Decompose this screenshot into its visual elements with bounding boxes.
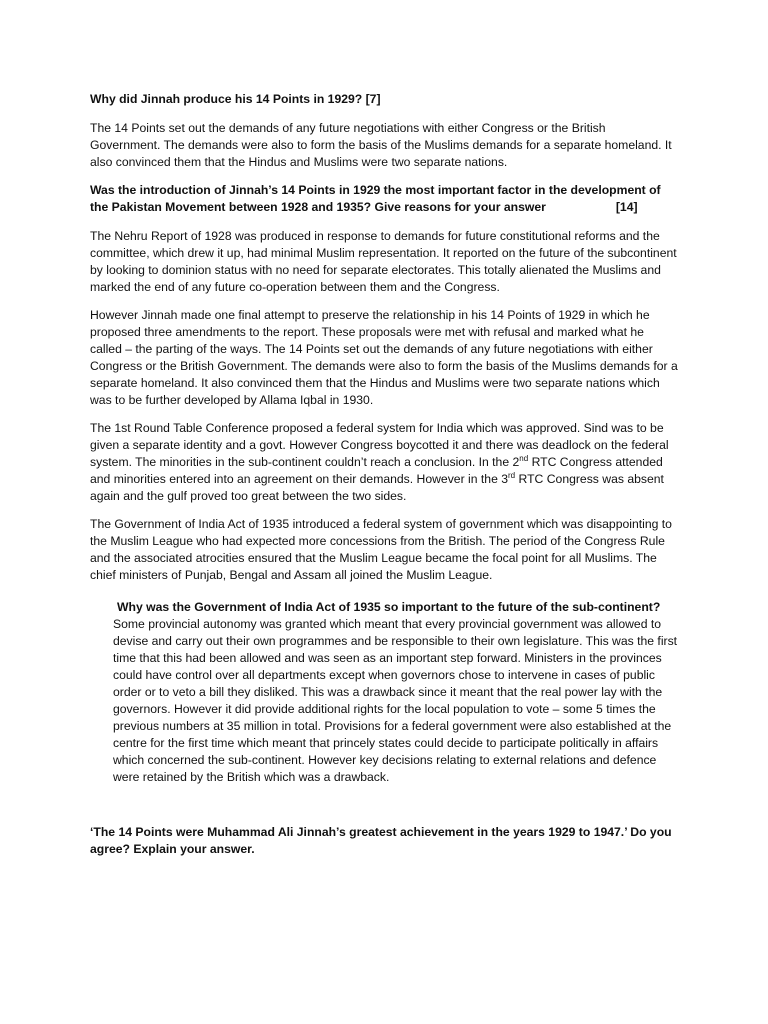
question-1-heading: Why did Jinnah produce his 14 Points in 1929? [7]: [90, 92, 381, 106]
question-1-answer: The 14 Points set out the demands of any future negotiations with either Congress or the British Government. The demands were also to form the basis of the Muslims demands for a separate homeland. It also convinced them that the Hindus and Muslims were two separate nations.: [90, 121, 672, 169]
question-3-heading: Why was the Government of India Act of 1935 so important to the future of the sub-continent?: [117, 600, 661, 614]
fourteen-points-paragraph: However Jinnah made one final attempt to preserve the relationship in his 14 Points of 1929 in which he proposed three amendments to the report. These proposals were met with refusal and marked what he called – the parting of the ways. The 14 Points set out the demands of any future negotiations with either Congress or the British Government. The demands were also to form the basis of the Muslims demands for a separate homeland. It also convinced them that the Hindus and Muslims were two separate nations which was to be further developed by Allama Iqbal in 1930.: [90, 308, 678, 407]
question-3-answer: Some provincial autonomy was granted which meant that every provincial government was allowed to devise and carry out their own programmes and be responsible to their own legislature. This was the first time that this had been allowed and was seen as an important step forward. Ministers in the provinces could have control over all departments except when governors chose to intervene in cases of public order or to veto a bill they disliked. This was a drawback since it meant that the real power lay with the governors. However it did provide additional rights for the local population to vote – some 5 times the previous numbers at 35 million in total. Provisions for a federal government were also established at the centre for the first time which meant that princely states could decide to participate politically in affairs which concerned the sub-continent. However key decisions relating to external relations and defence were retained by the British which was a drawback.: [113, 617, 678, 784]
document-page: [90, 91, 678, 858]
question-4-heading: ‘The 14 Points were Muhammad Ali Jinnah’s greatest achievement in the years 1929 to 1947.’ Do you agree? Explain your answer.: [90, 825, 672, 856]
question-2-text: Was the introduction of Jinnah’s 14 Points in 1929 the most important factor in the development of the Pakistan Movement between 1928 and 1935? Give reasons for your answer: [90, 183, 661, 214]
round-table-paragraph: The 1st Round Table Conference proposed a federal system for India which was approved. Sind was to be given a separate identity and a govt. However Congress boycotted it and there was deadlock on the federal system. The minorities in the sub-continent couldn’t reach a conclusion. In the 2nd RTC Congress attended and minorities entered into an agreement on their demands. However in the 3rd RTC Congress was absent again and the gulf proved too great between the two sides.: [90, 421, 669, 503]
nehru-report-paragraph: The Nehru Report of 1928 was produced in response to demands for future constitutional reforms and the committee, which drew it up, had minimal Muslim representation. It reported on the future of the subcontinent by looking to dominion status with no need for separate electorates. This totally alienated the Muslims and marked the end of any future co-operation between them and the Congress.: [90, 229, 677, 294]
question-2-heading: [90, 182, 678, 216]
question-3-block: [113, 599, 678, 786]
government-act-paragraph: The Government of India Act of 1935 introduced a federal system of government which was disappointing to the Muslim League who had expected more concessions from the British. The period of the Congress Rule and the associated atrocities ensured that the Muslim League became the focal point for all Muslims. The chief ministers of Punjab, Bengal and Assam all joined the Muslim League.: [90, 517, 672, 582]
question-2-marks: [14]: [615, 200, 638, 214]
